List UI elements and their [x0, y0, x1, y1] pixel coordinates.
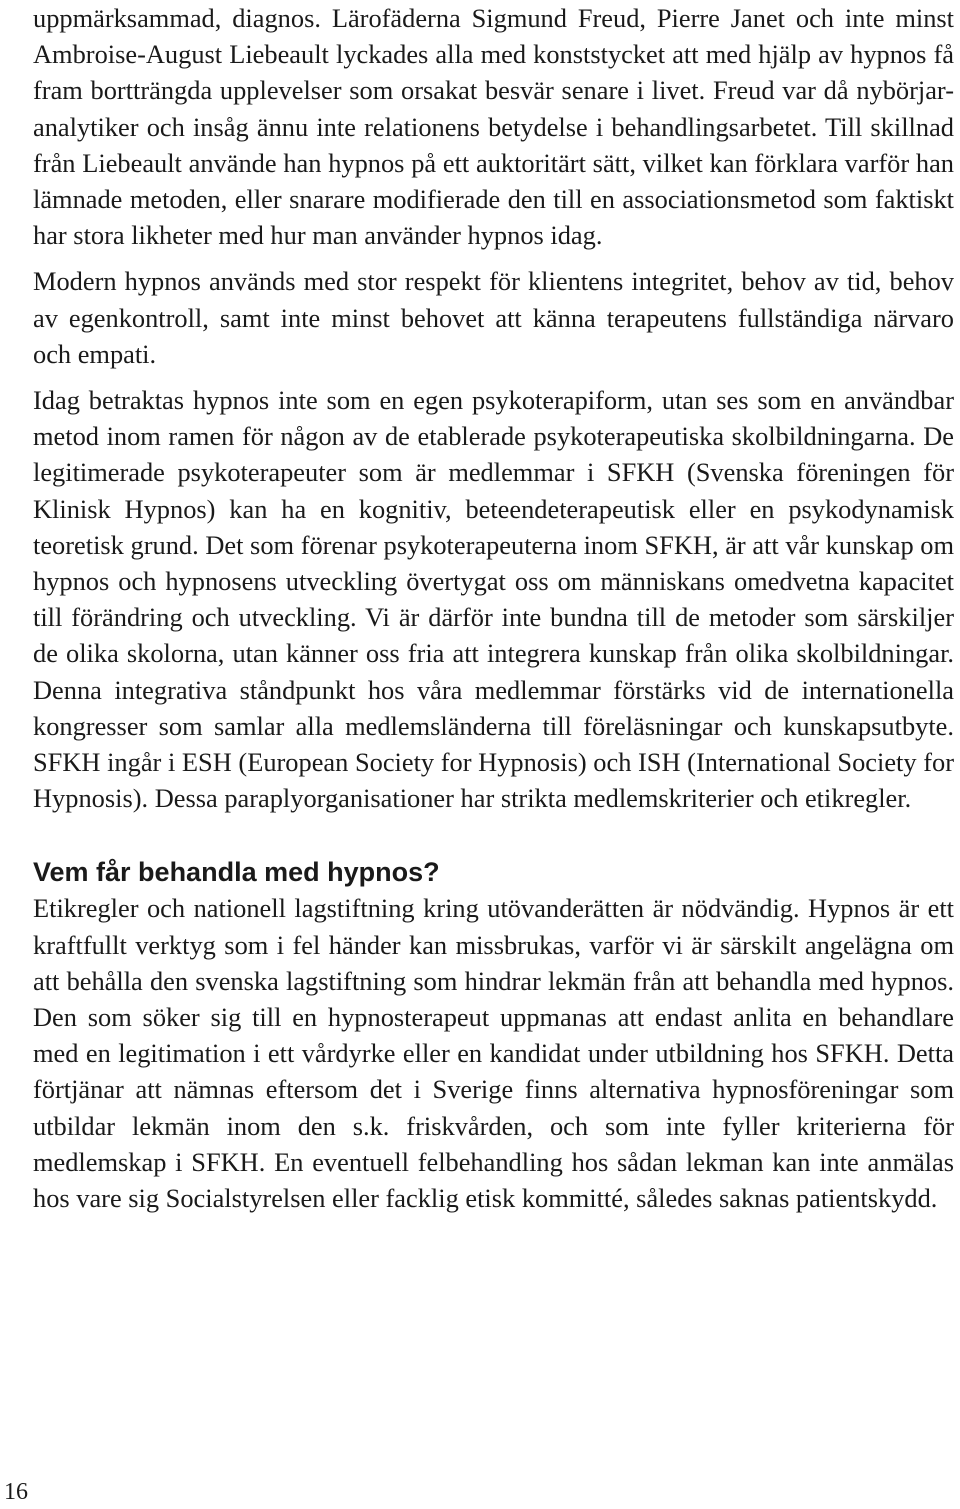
paragraph-history: uppmärksammad, diagnos. Lärofäderna Sigmund Freud, Pierre Janet och inte minst Ambroise-August Liebeault lyckades alla med konststycket att med hjälp av hypnos få fram bortträngda upplevelser som orsakat besvär senare i livet. Freud var då nybörjar-analytiker och insåg ännu inte relationens betydelse i behandlingsarbetet. Till skillnad från Liebeault använde han hypnos på ett auktoritärt sätt, vilket kan förklara varför han lämnade metoden, eller snarare modifierade den till en associationsmetod som faktiskt har stora likheter med hur man använder hypnos idag. — [33, 3, 954, 251]
paragraph-who-may-treat: Etikregler och nationell lagstiftning kring utövanderätten är nödvändig. Hypnos är ett kraftfullt verktyg som i fel händer kan missbrukas, varför vi är särskilt angelägna om att behålla den svenska lagstiftning som hindrar lekmän från att behandla med hypnos. Den som söker sig till en hypnosterapeut uppmanas att endast anlita en behandlare med en legitimation i ett vårdyrke eller en kandidat under utbildning hos SFKH. Detta förtjänar att nämnas eftersom det i Sverige finns alternativa hypnosföreningar som utbildar lekmän inom den s.k. friskvården, och som inte fyller kriterierna för medlemskap i SFKH. En eventuell felbehandling hos sådan lekman kan inte anmälas hos vare sig Socialstyrelsen eller facklig etisk kommitté, således saknas patientskydd. — [33, 893, 954, 1214]
page-number: 16 — [4, 1479, 28, 1505]
paragraph-modern-hypnosis: Modern hypnos används med stor respekt för klientens integritet, behov av tid, behov av egenkontroll, samt inte minst behovet att känna terapeutens fullständiga närvaro och empati. — [33, 266, 954, 369]
section-heading: Vem får behandla med hypnos? — [33, 857, 440, 888]
page-content — [33, 0, 954, 1216]
paragraph-sfkh: Idag betraktas hypnos inte som en egen psykoterapiform, utan ses som en användbar metod inom ramen för någon av de etablerade psykoterapeutiska skolbildningarna. De legitimerade psykoterapeuter som är medlemmar i SFKH (Svenska föreningen för Klinisk Hypnos) kan ha en kognitiv, beteendeterapeutisk eller en psykodynamisk teoretisk grund. Det som förenar psykoterapeuterna inom SFKH, är att vår kunskap om hypnos och hypnosens utveckling övertygat oss om människans omedvetna kapacitet till förändring och utveckling. Vi är därför inte bundna till de metoder som särskiljer de olika skolorna, utan känner oss fria att integrera kunskap från olika skolbildningar. Denna integrativa ståndpunkt hos våra medlemmar förstärks vid de internationella kongresser som samlar alla medlemsländerna till föreläsningar och kunskapsutbyte. SFKH ingår i ESH (European Society for Hypnosis) och ISH (International Society for Hypnosis). Dessa paraplyorganisationer har strikta medlemskriterier och etikregler. — [33, 385, 954, 814]
